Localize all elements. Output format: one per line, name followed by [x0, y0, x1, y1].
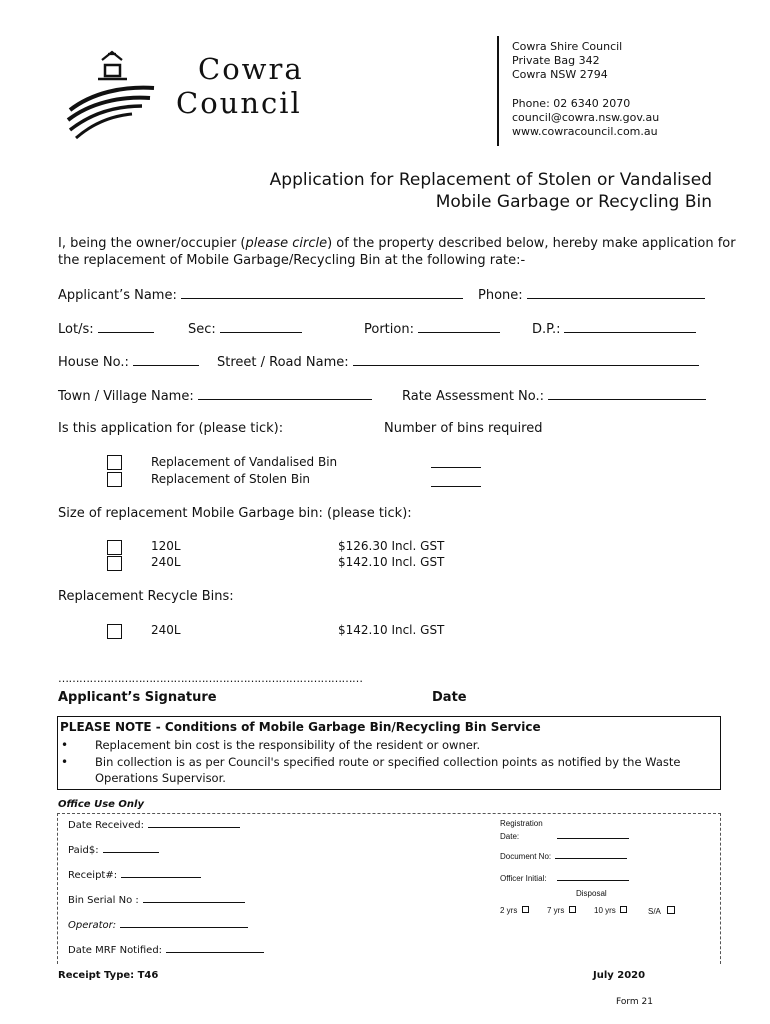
garbage-size-question: Size of replacement Mobile Garbage bin: (please tick):: [58, 506, 412, 521]
address-line: Private Bag 342: [512, 54, 600, 67]
disposal-label: Disposal: [576, 889, 607, 898]
operator-line[interactable]: [120, 917, 248, 928]
rate-assessment-line[interactable]: [548, 387, 706, 400]
sec-field[interactable]: [188, 320, 302, 337]
disposal-sa-checkbox[interactable]: [667, 906, 675, 914]
bullet-icon: •: [61, 738, 69, 752]
lots-label: Lot/s:: [58, 322, 94, 337]
disposal-10yrs[interactable]: [594, 906, 627, 915]
disposal-2yrs-label: 2 yrs: [500, 906, 518, 915]
office-use-box: [57, 813, 721, 964]
recycle-240l-label: 240L: [151, 623, 181, 637]
logo-text-council: Council: [176, 86, 302, 120]
form-number: Form 21: [616, 997, 653, 1007]
disposal-7yrs-label: 7 yrs: [547, 906, 565, 915]
town-label: Town / Village Name:: [58, 389, 194, 404]
lots-field[interactable]: [58, 320, 154, 337]
portion-line[interactable]: [418, 320, 500, 333]
document-no-field[interactable]: [500, 850, 627, 861]
document-no-label: Document No:: [500, 852, 552, 861]
disposal-10yrs-checkbox[interactable]: [620, 906, 627, 913]
bin-serial-field[interactable]: [68, 892, 245, 906]
portion-field[interactable]: [364, 320, 500, 337]
disposal-2yrs[interactable]: [500, 906, 529, 915]
disposal-7yrs-checkbox[interactable]: [569, 906, 576, 913]
disposal-7yrs[interactable]: [547, 906, 576, 915]
email-address: council@cowra.nsw.gov.au: [512, 111, 660, 124]
officer-initial-line[interactable]: [557, 872, 629, 881]
sec-line[interactable]: [220, 320, 302, 333]
operator-field[interactable]: [68, 917, 248, 931]
vandalised-checkbox[interactable]: [107, 455, 122, 470]
condition-item: Bin collection is as per Council's specified route or specified collection points as notified by the Waste: [95, 755, 681, 769]
address-line: Cowra Shire Council: [512, 40, 623, 53]
town-field[interactable]: [58, 387, 372, 404]
disposal-2yrs-checkbox[interactable]: [522, 906, 529, 913]
vandalised-count-line[interactable]: [431, 467, 481, 468]
registration-date-field[interactable]: [500, 830, 629, 841]
receipt-line[interactable]: [121, 867, 201, 878]
street-line[interactable]: [353, 353, 699, 366]
receipt-type: Receipt Type: T46: [58, 970, 159, 981]
house-no-field[interactable]: [58, 353, 199, 370]
application-for-question: Is this application for (please tick):: [58, 421, 284, 436]
phone-line[interactable]: [527, 286, 705, 299]
title-line: Mobile Garbage or Recycling Bin: [435, 192, 712, 212]
garbage-240l-price: $142.10 Incl. GST: [338, 555, 445, 569]
intro-text: I, being the owner/occupier (: [58, 236, 246, 251]
bin-serial-line[interactable]: [143, 892, 245, 903]
dp-line[interactable]: [564, 320, 696, 333]
website: www.cowracouncil.com.au: [512, 125, 658, 138]
officer-initial-field[interactable]: [500, 872, 629, 883]
disposal-10yrs-label: 10 yrs: [594, 906, 616, 915]
paid-label: Paid$:: [68, 845, 99, 856]
stolen-count-line[interactable]: [431, 486, 481, 487]
council-logo: [62, 48, 312, 138]
date-received-label: Date Received:: [68, 820, 144, 831]
signature-line[interactable]: ……………………………………………………………………………: [58, 672, 363, 685]
recycle-question: Replacement Recycle Bins:: [58, 589, 234, 604]
stolen-option-label: Replacement of Stolen Bin: [151, 472, 311, 486]
intro-paragraph: [58, 235, 736, 269]
date-mrf-line[interactable]: [166, 942, 264, 953]
town-line[interactable]: [198, 387, 372, 400]
sec-label: Sec:: [188, 322, 216, 337]
garbage-120l-checkbox[interactable]: [107, 540, 122, 555]
office-use-heading: Office Use Only: [58, 799, 144, 810]
intro-text: ) of the property described below, hereby make application for: [327, 236, 736, 251]
logo-text-cowra: Cowra: [198, 52, 304, 86]
garbage-240l-checkbox[interactable]: [107, 556, 122, 571]
logo-emblem-icon: [62, 48, 162, 143]
conditions-note-box: [57, 716, 721, 790]
garbage-240l-label: 240L: [151, 555, 181, 569]
disposal-sa[interactable]: [648, 906, 675, 916]
vandalised-option-label: Replacement of Vandalised Bin: [151, 455, 338, 469]
form-date: July 2020: [593, 970, 646, 981]
officer-initial-label: Officer Initial:: [500, 874, 547, 883]
bullet-icon: •: [61, 755, 69, 769]
operator-label: Operator:: [68, 920, 117, 931]
intro-text: the replacement of Mobile Garbage/Recycling Bin at the following rate:-: [58, 253, 526, 268]
receipt-label: Receipt#:: [68, 870, 118, 881]
document-no-line[interactable]: [555, 850, 627, 859]
house-no-line[interactable]: [133, 353, 199, 366]
lots-line[interactable]: [98, 320, 154, 333]
rate-assessment-field[interactable]: [402, 387, 706, 404]
phone-label: Phone:: [478, 288, 523, 303]
council-contact: [512, 97, 659, 139]
paid-line[interactable]: [103, 842, 159, 853]
receipt-field[interactable]: [68, 867, 201, 881]
signature-date-label: Date: [432, 690, 467, 705]
condition-item: Replacement bin cost is the responsibility of the resident or owner.: [95, 738, 481, 752]
phone-number: Phone: 02 6340 2070: [512, 97, 631, 110]
date-received-line[interactable]: [148, 817, 240, 828]
phone-field[interactable]: [478, 286, 705, 303]
conditions-heading: PLEASE NOTE - Conditions of Mobile Garbage Bin/Recycling Bin Service: [60, 720, 541, 734]
applicant-name-line[interactable]: [181, 286, 463, 299]
bins-required-label: Number of bins required: [384, 421, 543, 436]
signature-label: Applicant’s Signature: [58, 690, 217, 705]
dp-field[interactable]: [532, 320, 696, 337]
house-no-label: House No.:: [58, 355, 129, 370]
bin-serial-label: Bin Serial No :: [68, 895, 139, 906]
title-line: Application for Replacement of Stolen or Vandalised: [269, 170, 712, 190]
date-received-field[interactable]: [68, 817, 240, 831]
street-label: Street / Road Name:: [217, 355, 349, 370]
date-mrf-label: Date MRF Notified:: [68, 945, 163, 956]
registration-date-line[interactable]: [557, 830, 629, 839]
stolen-checkbox[interactable]: [107, 472, 122, 487]
date-mrf-field[interactable]: [68, 942, 264, 956]
registration-label: Registration: [500, 819, 543, 828]
garbage-120l-label: 120L: [151, 539, 181, 553]
header-divider: [497, 36, 499, 146]
portion-label: Portion:: [364, 322, 414, 337]
dp-label: D.P.:: [532, 322, 561, 337]
condition-item-continued: Operations Supervisor.: [95, 771, 226, 785]
disposal-sa-label: S/A: [648, 907, 661, 916]
paid-field[interactable]: [68, 842, 159, 856]
registration-date-label: Date:: [500, 832, 520, 841]
recycle-240l-price: $142.10 Incl. GST: [338, 623, 445, 637]
applicant-name-label: Applicant’s Name:: [58, 288, 177, 303]
garbage-120l-price: $126.30 Incl. GST: [338, 539, 445, 553]
street-field[interactable]: [217, 353, 699, 370]
council-address: [512, 40, 622, 82]
intro-emphasis: please circle: [245, 236, 328, 251]
recycle-240l-checkbox[interactable]: [107, 624, 122, 639]
rate-assessment-label: Rate Assessment No.:: [402, 389, 545, 404]
applicant-name-field[interactable]: [58, 286, 463, 303]
form-title: [270, 169, 712, 213]
address-line: Cowra NSW 2794: [512, 68, 608, 81]
